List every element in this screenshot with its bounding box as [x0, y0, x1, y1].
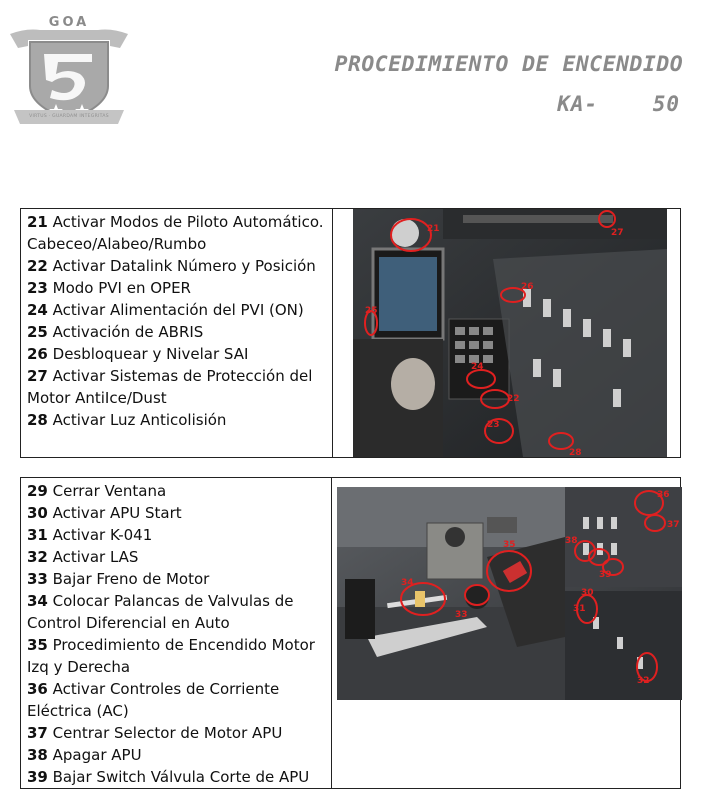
step-text: Modo PVI en OPER [47, 279, 191, 297]
step-number: 32 [27, 548, 48, 566]
step-text: Activar LAS [47, 548, 139, 566]
step-list-1 [27, 211, 332, 431]
step-item [27, 568, 331, 590]
logo-name: GOA [48, 15, 90, 30]
step-text: Apagar APU [47, 746, 142, 764]
step-number: 22 [27, 257, 48, 275]
cockpit-image-cell-1 [332, 209, 680, 458]
step-number: 30 [27, 504, 48, 522]
cockpit-panel-image-2 [337, 487, 682, 700]
step-item [27, 744, 331, 766]
step-number: 39 [27, 768, 48, 786]
step-number: 24 [27, 301, 48, 319]
step-number: 36 [27, 680, 48, 698]
step-item [27, 722, 331, 744]
step-item [27, 409, 332, 431]
step-number: 28 [27, 411, 48, 429]
step-item [27, 321, 332, 343]
steps-text-cell-2 [21, 478, 332, 789]
image-marker-label: 35 [502, 540, 516, 550]
step-text: Activar Luz Anticolisión [47, 411, 227, 429]
step-text: Activar Controles de Corriente Eléctrica (AC) [27, 680, 280, 720]
step-text: Activar Modos de Piloto Automático. Cabeceo/Alabeo/Rumbo [27, 213, 324, 253]
image-marker-label: 28 [568, 448, 582, 457]
step-text: Activación de ABRIS [47, 323, 204, 341]
goa-logo [6, 10, 132, 130]
step-item [27, 277, 332, 299]
step-text: Procedimiento de Encendido Motor Izq y Derecha [27, 636, 315, 676]
step-number: 37 [27, 724, 48, 742]
step-number: 25 [27, 323, 48, 341]
step-item [27, 343, 332, 365]
image-marker-label: 39 [598, 570, 612, 580]
image-marker-label: 36 [656, 490, 670, 500]
image-marker-label: 30 [580, 588, 594, 598]
image-marker-label: 31 [572, 604, 586, 614]
step-item [27, 480, 331, 502]
step-item [27, 766, 331, 788]
step-number: 31 [27, 526, 48, 544]
step-number: 26 [27, 345, 48, 363]
image-marker-label: 21 [426, 224, 440, 234]
step-item [27, 524, 331, 546]
step-text: Activar Sistemas de Protección del Motor AntiIce/Dust [27, 367, 313, 407]
step-number: 34 [27, 592, 48, 610]
step-text: Bajar Switch Válvula Corte de APU [47, 768, 310, 786]
step-text: Activar K-041 [47, 526, 153, 544]
step-text: Desbloquear y Nivelar SAI [47, 345, 249, 363]
step-number: 35 [27, 636, 48, 654]
image-marker-label: 23 [486, 420, 500, 430]
step-number: 27 [27, 367, 48, 385]
steps-text-cell-1 [21, 209, 333, 458]
title-procedure: PROCEDIMIENTO DE ENCENDIDO [334, 52, 684, 76]
step-item [27, 502, 331, 524]
step-item [27, 255, 332, 277]
image-marker-label: 27 [610, 228, 624, 238]
image-marker-label: 34 [400, 578, 414, 588]
image-marker-label: 37 [666, 520, 680, 530]
step-text: Cerrar Ventana [47, 482, 167, 500]
steps-table-1 [20, 208, 681, 458]
image-marker-label: 26 [520, 282, 534, 292]
step-item [27, 299, 332, 321]
step-text: Colocar Palancas de Valvulas de Control Diferencial en Auto [27, 592, 294, 632]
image-marker-label: 22 [506, 394, 520, 404]
step-item [27, 546, 331, 568]
image-marker-label: 24 [470, 362, 484, 372]
image-marker-label: 38 [564, 536, 578, 546]
step-item [27, 634, 331, 678]
step-item [27, 678, 331, 722]
step-list-2 [27, 480, 331, 788]
cockpit-screenshot-2 [337, 487, 682, 700]
step-text: Centrar Selector de Motor APU [47, 724, 283, 742]
image-marker-label: 32 [636, 676, 650, 686]
step-text: Activar Alimentación del PVI (ON) [47, 301, 304, 319]
step-item [27, 365, 332, 409]
cockpit-screenshot-1 [353, 209, 667, 457]
step-item [27, 590, 331, 634]
cockpit-image-cell-2 [331, 478, 680, 789]
image-marker-label: 25 [364, 306, 378, 316]
page-title [334, 52, 684, 116]
cockpit-panel-image-1 [353, 209, 667, 457]
image-marker-label: 33 [454, 610, 468, 620]
step-item [27, 211, 332, 255]
step-number: 29 [27, 482, 48, 500]
steps-table-2 [20, 477, 681, 789]
step-number: 21 [27, 213, 48, 231]
step-text: Activar APU Start [47, 504, 182, 522]
step-text: Activar Datalink Número y Posición [47, 257, 316, 275]
title-aircraft: KA- 50 [557, 92, 680, 116]
step-text: Bajar Freno de Motor [47, 570, 210, 588]
step-number: 38 [27, 746, 48, 764]
step-number: 33 [27, 570, 48, 588]
step-number: 23 [27, 279, 48, 297]
logo-motto: VIRTUS · GUARDAM INTEGRITAS [29, 114, 109, 119]
